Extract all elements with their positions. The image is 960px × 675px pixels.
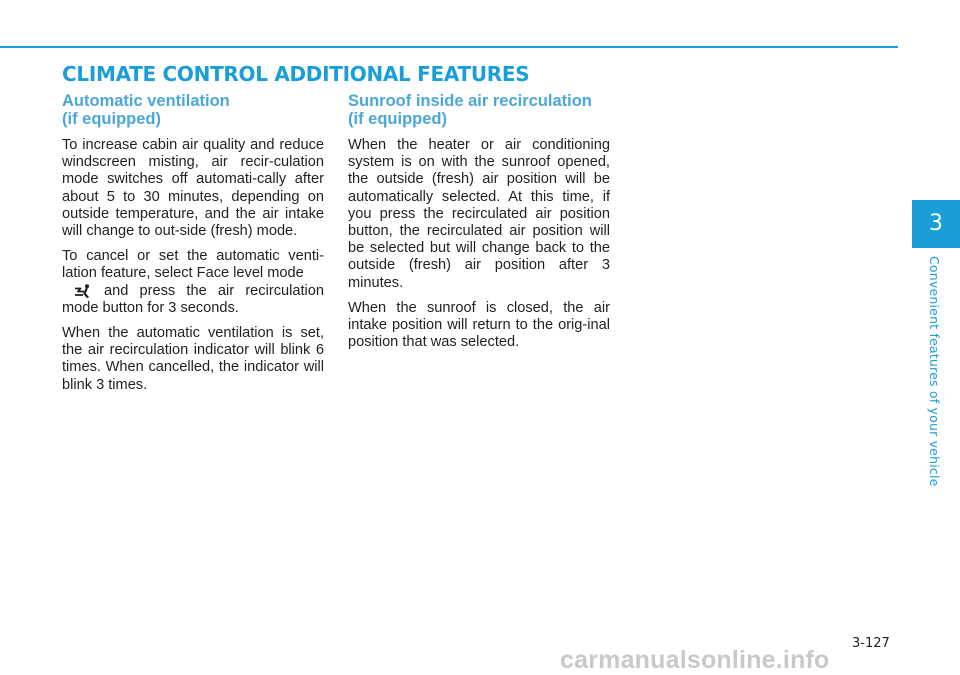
right-column — [348, 92, 610, 359]
chapter-tab: 3 — [912, 200, 960, 248]
face-level-mode-icon — [74, 284, 90, 298]
page-number: 3-127 — [852, 636, 890, 651]
watermark: carmanualsonline.info — [560, 646, 830, 674]
paragraph: To increase cabin air quality and reduce windscreen misting, air recir-culation mode switches off automati-cally after about 5 to 30 minutes, depending on outside temperature, and the air intake will change to out-side (fresh) mode. — [62, 137, 324, 240]
paragraph: When the sunroof is closed, the air intake position will return to the orig-inal position that was selected. — [348, 299, 610, 351]
paragraph-with-icon — [62, 248, 324, 317]
paragraph-text: and press the air recirculation mode button for 3 seconds. — [62, 282, 324, 316]
heading-line-1: Sunroof inside air recirculation — [348, 92, 592, 110]
top-rule — [0, 46, 898, 48]
paragraph: When the heater or air conditioning system is on with the sunroof opened, the outside (fresh) air position will be automatically selected. At this time, if you press the recirculated air position button, the recirculated air position will be selected but will change back to the outside (fresh) air position after 3 minutes. — [348, 137, 610, 291]
heading-line-2: (if equipped) — [62, 110, 161, 128]
left-column — [62, 92, 324, 402]
section-title: CLIMATE CONTROL ADDITIONAL FEATURES — [62, 62, 530, 86]
paragraph: When the automatic ventilation is set, the air recirculation indicator will blink 6 times. When cancelled, the indicator will blink 3 times. — [62, 325, 324, 393]
sunroof-recirculation-heading — [348, 92, 610, 128]
automatic-ventilation-heading — [62, 92, 324, 128]
chapter-label: Convenient features of your vehicle — [927, 256, 942, 487]
heading-line-1: Automatic ventilation — [62, 92, 230, 110]
heading-line-2: (if equipped) — [348, 110, 447, 128]
paragraph-text: To cancel or set the automatic venti-lation feature, select Face level mode — [62, 248, 324, 282]
